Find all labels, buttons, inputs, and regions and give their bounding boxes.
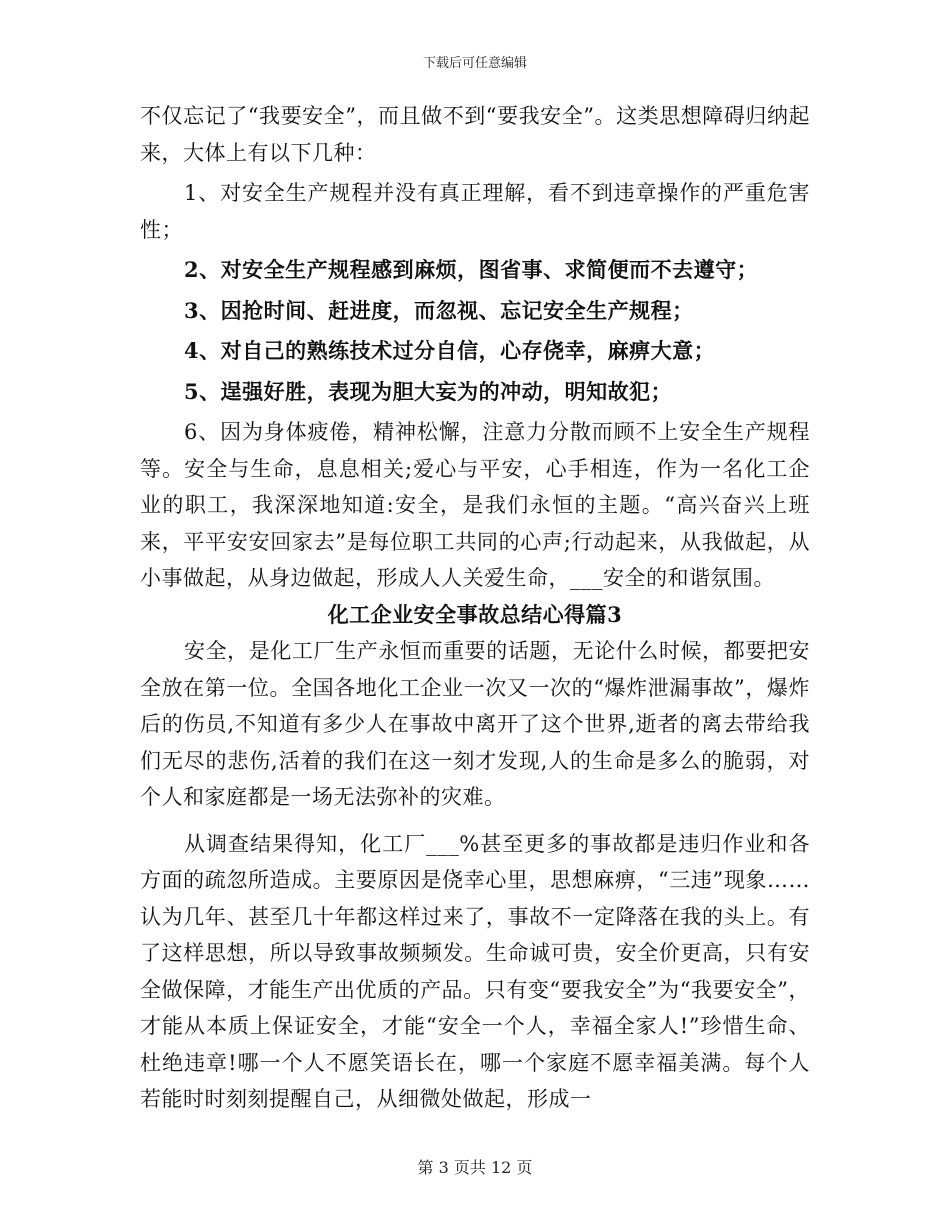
paragraph-2: 从调查结果得知，化工厂___%甚至更多的事故都是违归作业和各方面的疏忽所造成。主要原因是侥幸心里，思想麻痹，“三违”现象……认为几年、甚至几十年都这样过来了，事故不一定降落在我的头上。有了这样思想，所以导致事故频频发。生命诚可贵，安全价更高，只有安全做保障，才能生产出优质的产品。只有变“要我安全”为“我要安全”，才能从本质上保证安全，才能“安全一个人，幸福全家人!”珍惜生命、杜绝违章!哪一个人不愿笑语长在，哪一个家庭不愿幸福美满。每个人若能时时刻刻提醒自己，从细微处做起，形成一 — [140, 831, 810, 1111]
section-heading: 化工企业安全事故总结心得篇3 — [327, 601, 623, 627]
list-item-3: 3、因抢时间、赶进度，而忽视、忘记安全生产规程； — [184, 297, 694, 323]
list-item-1: 1、对安全生产规程并没有真正理解，看不到违章操作的严重危害性； — [140, 181, 810, 242]
page-header: 下载后可任意编辑 — [422, 56, 527, 71]
paragraph-1: 安全，是化工厂生产永恒而重要的话题，无论什么时候，都要把安全放在第一位。全国各地化工企业一次又一次的“爆炸泄漏事故”，爆炸后的伤员,不知道有多少人在事故中离开了这个世界,逝者的离去带给我们无尽的悲伤,活着的我们在这一刻才发现,人的生命是多么的脆弱，对个人和家庭都是一场无法弥补的灾难。 — [140, 639, 810, 809]
list-item-6: 6、因为身体疲倦，精神松懈，注意力分散而顾不上安全生产规程等。安全与生命，息息相关;爱心与平安，心手相连，作为一名化工企业的职工，我深深地知道:安全，是我们永恒的主题。“高兴奋兴上班来，平平安安回家去”是每位职工共同的心声;行动起来，从我做起，从小事做起，从身边做起，形成人人关爱生命，___安全的和谐氛围。 — [140, 420, 810, 590]
list-item-2: 2、对安全生产规程感到麻烦，图省事、求简便而不去遵守； — [184, 257, 759, 282]
document-body — [140, 98, 810, 1118]
list-item-4: 4、对自己的熟练技术过分自信，心存侥幸，麻痹大意； — [184, 338, 716, 363]
intro-paragraph: 不仅忘记了“我要安全”，而且做不到“要我安全”。这类思想障碍归纳起来，大体上有以下几种： — [140, 104, 810, 165]
list-item-5: 5、逞强好胜，表现为胆大妄为的冲动，明知故犯； — [184, 378, 673, 404]
page-footer: 第 3 页共 12 页 — [417, 1158, 533, 1177]
